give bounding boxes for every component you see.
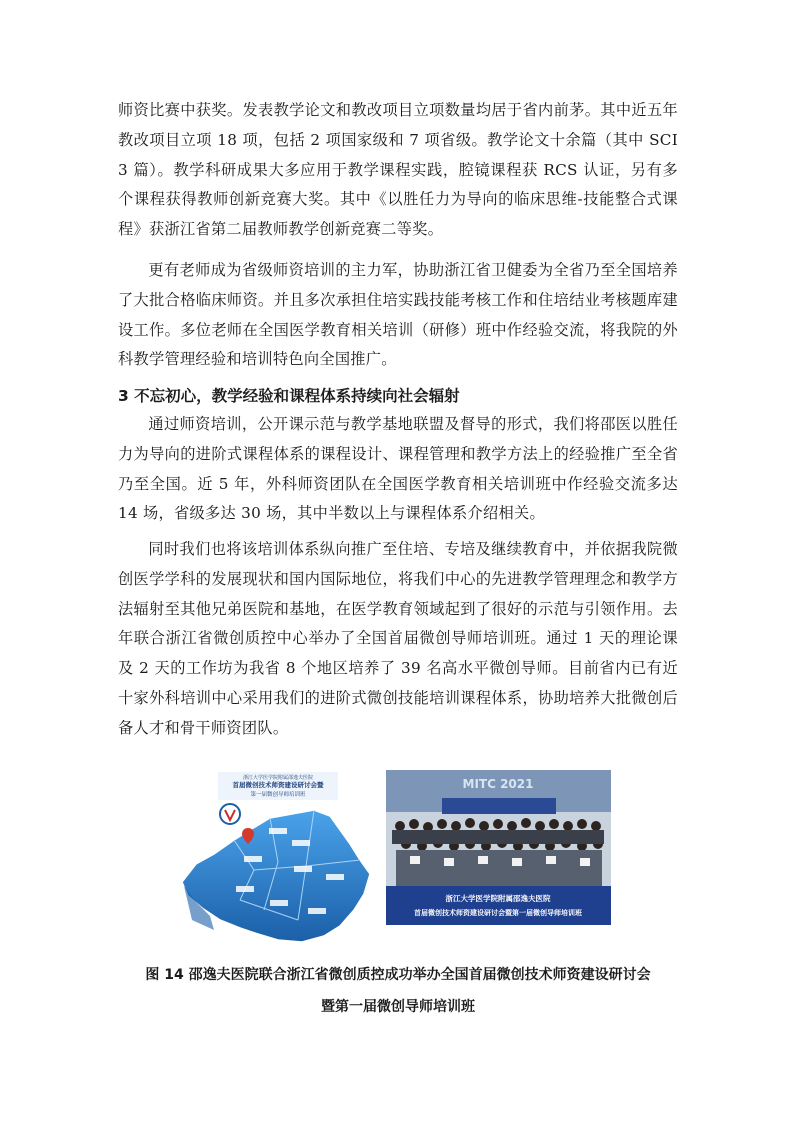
paragraph-4: 同时我们也将该培训体系纵向推广至住培、专培及继续教育中，并依据我院微创医学学科的发展现状和国内国际地位，将我们中心的先进教学管理理念和教学方法辐射至其他兄弟医院和基地，在医学教育领域起到了很好的示范与引领作用。去年联合浙江省微创质控中心举办了全国首届微创导师培训班。通过 1 天的理论课及 2 天的工作坊为我省 8 个地区培养了 39 名高水平微创导师。目前省内已有近十家外科培训中心采用我们的进阶式微创技能培训课程体系，协助培养大批微创后备人才和骨干师资团队。 — [118, 540, 678, 737]
section-heading: 3 不忘初心，教学经验和课程体系持续向社会辐射 — [118, 387, 460, 405]
map-banner-line-1: 浙江大学医学院附属邵逸夫医院 — [242, 775, 314, 781]
paragraph-3: 通过师资培训，公开课示范与教学基地联盟及督导的形式，我们将邵医以胜任力为导向的进阶式课程体系的课程设计、课程管理和教学方法上的经验推广至全省乃至全国。近 5 年，外科师资团队在全国医学教育相关培训班中作经验交流多达 14 场，省级多达 30 场，其中半数以上与课程体系介绍相关。 — [118, 415, 678, 523]
figure-caption-line-1: 图 14 邵逸夫医院联合浙江省微创质控成功举办全国首届微创技术师资建设研讨会 — [145, 967, 651, 983]
map-banner-line-2: 首届微创技术师资建设研讨会暨 — [232, 781, 324, 789]
photo-backdrop-text: MITC 2021 — [462, 777, 534, 791]
paragraph-1: 师资比赛中获奖。发表教学论文和教改项目立项数量均居于省内前茅。其中近五年教改项目立项 18 项，包括 2 项国家级和 7 项省级。教学论文十余篇（其中 SCI 3 篇）。教学科研成果大多应用于教学课程实践，腔镜课程获 RCS 认证，另有多个课程获得教师创新竞赛大奖。其中《以胜任力为导向的临床思维-技能整合式课程》获浙江省第二届教师教学创新竞赛二等奖。 — [118, 101, 678, 239]
group-photo-image — [386, 770, 611, 925]
map-illustration — [174, 770, 380, 952]
photo-banner-line-2: 首届微创技术师资建设研讨会暨第一届微创导师培训班 — [414, 909, 582, 917]
paragraph-2: 更有老师成为省级师资培训的主力军，协助浙江省卫健委为全省乃至全国培养了大批合格临床师资。并且多次承担住培实践技能考核工作和住培结业考核题库建设工作。多位老师在全国医学教育相关培训（研修）班中作经验交流，将我院的外科教学管理经验和培训特色向全国推广。 — [118, 261, 678, 369]
map-banner-line-3: 第一届微创导师培训班 — [250, 792, 306, 798]
zhejiang-map-image — [174, 770, 380, 952]
group-photo-illustration — [386, 770, 611, 925]
photo-banner-line-1: 浙江大学医学院附属邵逸夫医院 — [445, 894, 551, 903]
figure-caption-line-2: 暨第一届微创导师培训班 — [321, 999, 475, 1015]
